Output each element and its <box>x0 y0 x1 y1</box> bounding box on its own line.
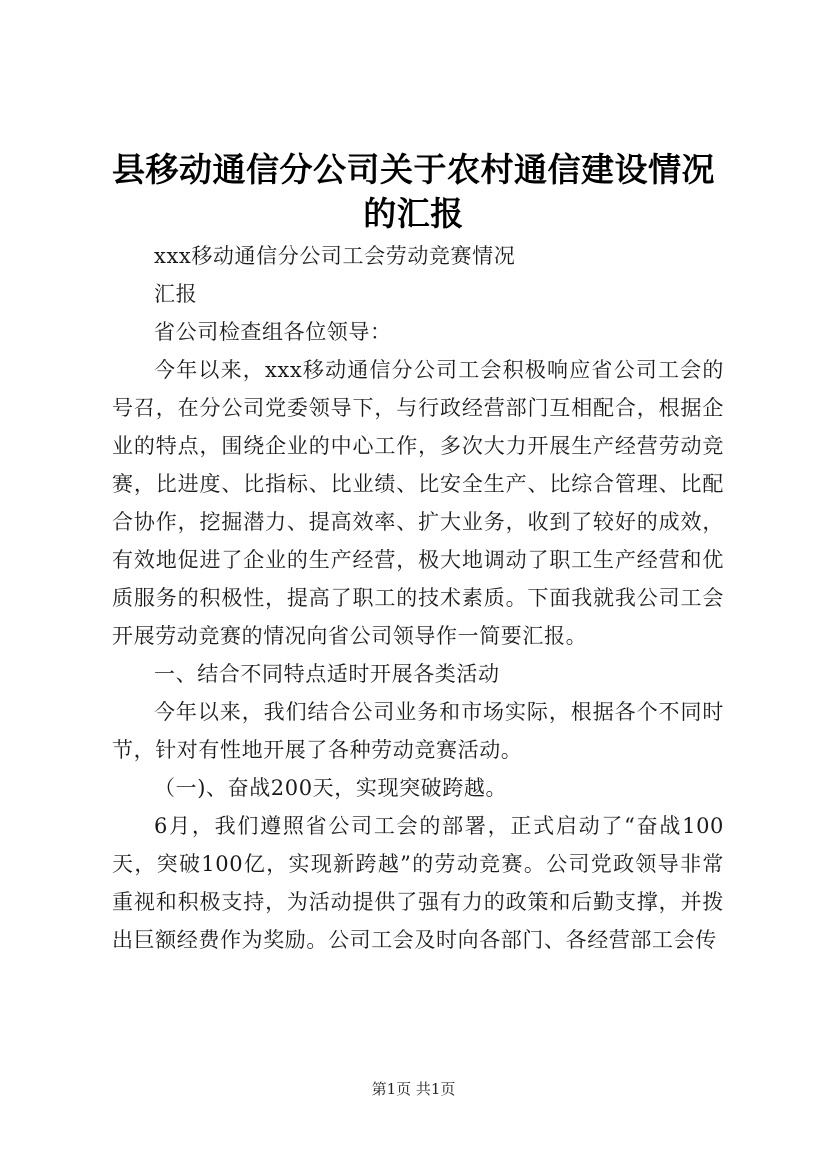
page-footer: 第1页 共1页 <box>371 1080 456 1098</box>
subsection-heading-1: （一)、奋战200天，实现突破跨越。 <box>154 776 508 800</box>
paragraph-salutation: 省公司检查组各位领导： <box>154 320 392 344</box>
paragraph-subtitle-cont: 汇报 <box>154 282 198 306</box>
paragraph-subsection-1: 6月，我们遵照省公司工会的部署，正式启动了“奋战100天，突破100亿，实现新跨越”的劳动竞赛。公司党政领导非常重视和积极支持，为活动提供了强有力的政策和后勤支撑，并拨出巨额经费作为奖励。公司工会及时向各部门、各经营部工会传 <box>112 814 724 952</box>
paragraph-subtitle: xxx移动通信分公司工会劳动竞赛情况 <box>154 244 516 268</box>
section-heading-1: 一、结合不同特点适时开展各类活动 <box>154 662 500 686</box>
paragraph-intro: 今年以来，xxx移动通信分公司工会积极响应省公司工会的号召，在分公司党委领导下，与行政经营部门互相配合，根据企业的特点，围绕企业的中心工作，多次大力开展生产经营劳动竞赛，比进度、比指标、比业绩、比安全生产、比综合管理、比配合协作，挖掘潜力、提高效率、扩大业务，收到了较好的成效，有效地促进了企业的生产经营，极大地调动了职工生产经营和优质服务的积极性，提高了职工的技术素质。下面我就我公司工会开展劳动竞赛的情况向省公司领导作一简要汇报。 <box>112 358 724 648</box>
document-title: 县移动通信分公司关于农村通信建设情况的汇报 <box>112 150 715 233</box>
document-body <box>112 237 724 959</box>
paragraph-section-1: 今年以来，我们结合公司业务和市场实际，根据各个不同时节，针对有性地开展了各种劳动竞赛活动。 <box>112 700 724 762</box>
